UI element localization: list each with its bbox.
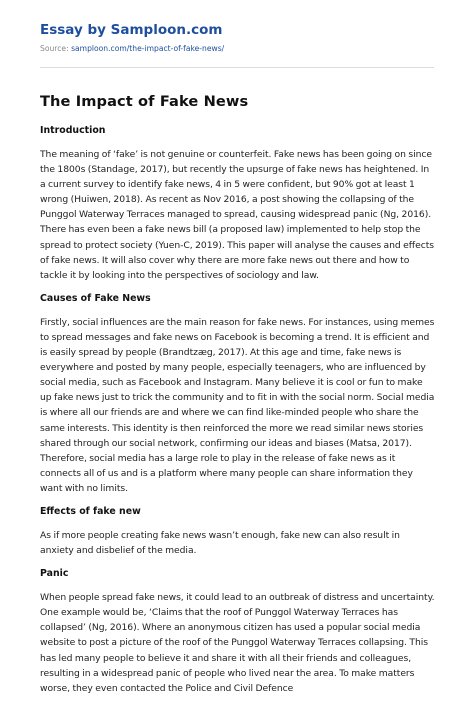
section-effects — [40, 506, 436, 558]
site-brand[interactable]: Essay by Samploon.com — [40, 22, 223, 38]
source-link[interactable]: samploon.com/the-impact-of-fake-news/ — [71, 44, 225, 53]
paragraph: Firstly, social influences are the main reason for fake news. For instances, using memes to spread messages and fake news on Facebook is becoming a trend. It is efficient and is easily spread by people (Brandtzæg, 2017). At this age and time, fake news is everywhere and posted by many people, especially teenagers, who are influenced by social media, such as Facebook and Instagram. Many believe it is cool or fun to make up fake news just to trick the community and to fit in with the social norm. Social media is where all our friends are and where we can find like-minded people who share the same interests. This identity is then reinforced the more we read similar news stories shared through our social network, confirming our ideas and biases (Matsa, 2017). Therefore, social media has a large role to play in the release of fake news as it connects all of us and is a platform where many people can share information they want with no limits. — [40, 316, 435, 494]
page-header — [40, 22, 434, 54]
section-heading: Introduction — [40, 125, 106, 136]
source-label: Source: — [40, 44, 72, 53]
section-heading: Panic — [40, 568, 69, 580]
paragraph: As if more people creating fake news wasn’t enough, fake new can also result in anxiety and disbelief of the media. — [40, 529, 400, 557]
article-body — [40, 93, 436, 706]
section-causes — [40, 293, 436, 496]
article-title: The Impact of Fake News — [40, 93, 249, 110]
section-introduction — [40, 125, 436, 283]
paragraph: The meaning of ‘fake’ is not genuine or counterfeit. Fake news has been going on since the 1800s (Standage, 2017), but recently the upsurge of fake news has heightened. In a current survey to identify fake news, 4 in 5 were confident, but 90% got at least 1 wrong (Huiwen, 2018). As recent as Nov 2016, a post showing the collapsing of the Punggol Waterway Terraces managed to spread, causing widespread panic (Ng, 2016). There has even been a fake news bill (a proposed law) implemented to help stop the spread to protect society (Yuen-C, 2019). This paper will analyse the causes and effects of fake news. It will also cover why there are more fake news out there and how to tackle it by looking into the perspectives of sociology and law. — [40, 149, 435, 281]
section-heading: Causes of Fake News — [40, 292, 151, 304]
paragraph: When people spread fake news, it could lead to an outbreak of distress and uncertainty. One example would be, ‘Claims that the roof of Punggol Waterway Terraces has collapsed’ (Ng, 2016). Where an anonymous citizen has used a popular social media website to post a picture of the roof of the Punggol Waterway Terraces collapsing. This has led many people to believe it and share it with all their friends and colleagues, resulting in a widespread panic of people who lived near the area. To make matters worse, they even contacted the Police and Civil Defence — [40, 592, 435, 694]
section-heading: Effects of fake new — [40, 505, 141, 517]
section-panic — [40, 568, 436, 696]
source-line — [40, 44, 434, 54]
header-divider — [40, 67, 434, 68]
